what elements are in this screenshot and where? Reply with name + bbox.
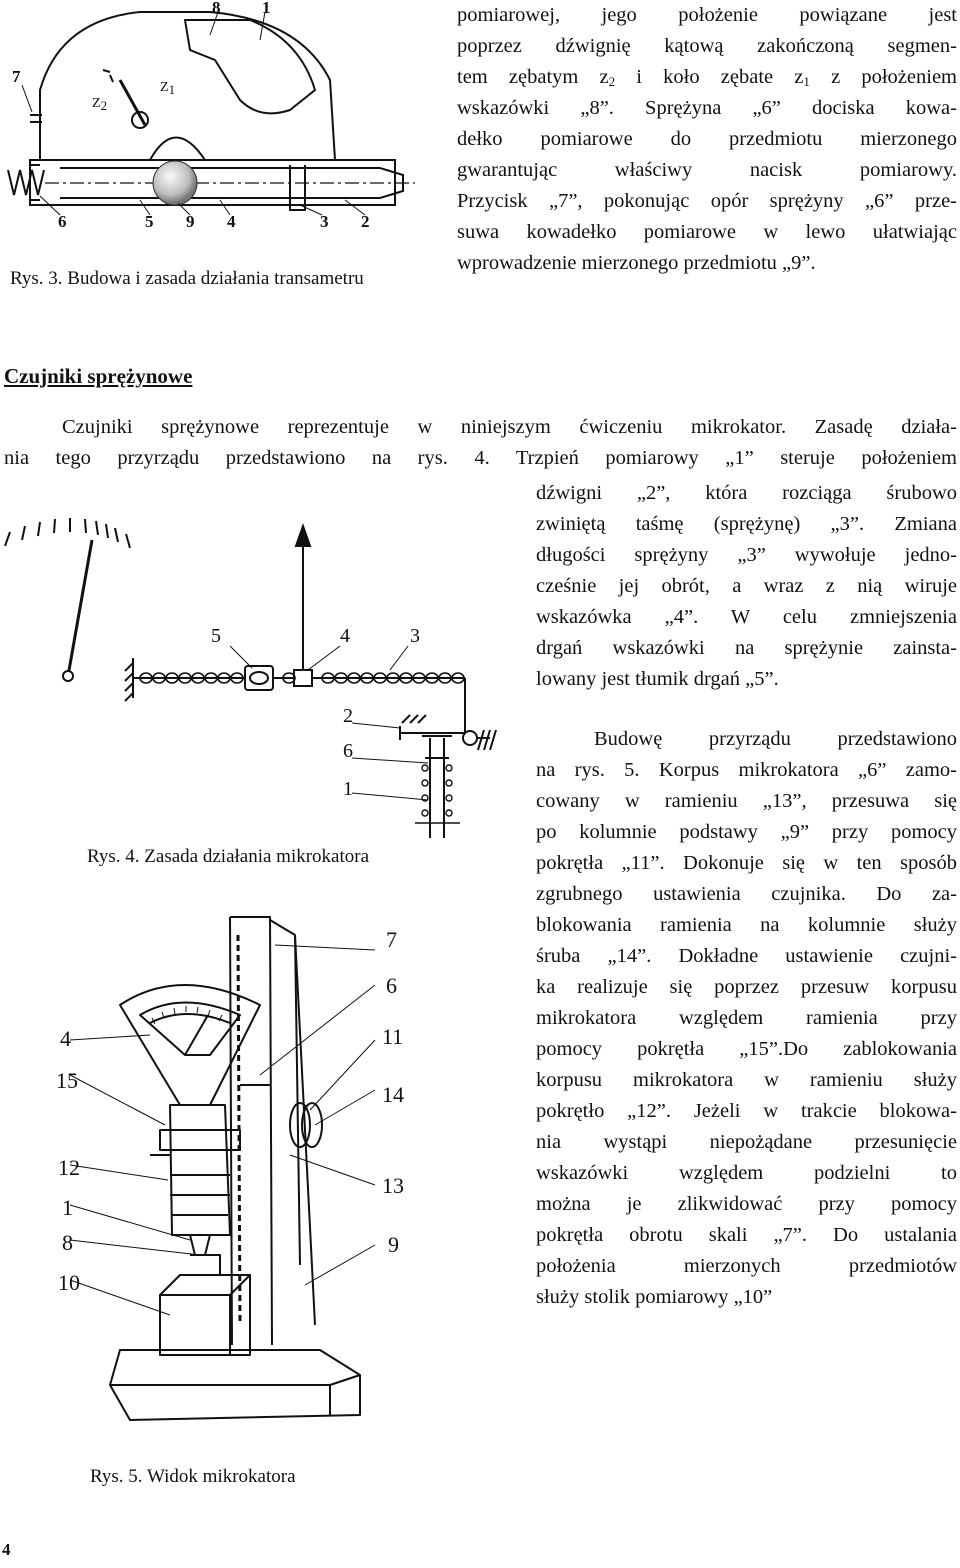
fig4-label-6: 6 [343,740,353,762]
text-line: po kolumnie podstawy „9” przy pomocy [536,821,957,843]
text-line: śruba „14”. Dokładne ustawienie czujni- [536,945,957,967]
text-line: pomocy pokrętła „15”.Do zablokowania [536,1038,957,1060]
fig3-label-9: 9 [186,212,195,231]
text-line: pokrętło „12”. Jeżeli w trakcie blokowa- [536,1100,957,1122]
text-line: pokrętła obrotu skali „7”. Do ustalania [536,1224,957,1246]
text-line: gwarantując właściwy nacisk pomiarowy. [457,159,957,181]
mikrokator-principle-drawing [0,518,520,848]
fig3-label-8: 8 [212,0,221,17]
fig5-label-4: 4 [60,1026,71,1051]
paragraph-mikrokator-principle [536,478,957,695]
fig3-label-2: 2 [361,212,370,231]
fig3-label-z2: $Z_2$ [92,96,108,113]
text-line: korpusu mikrokatora w ramieniu służy [536,1069,957,1091]
text-line: Budowę przyrządu przedstawiono [594,728,957,750]
text-line: drgań wskazówki na sprężynie zainsta- [536,637,957,659]
fig3-caption: Rys. 3. Budowa i zasada działania transametru [10,268,364,289]
fig4-label-5: 5 [211,625,221,647]
text-line: nia wystąpi niepożądane przesunięcie [536,1131,957,1153]
text-line: cowany w ramieniu „13”, przesuwa się [536,790,957,812]
text-line: pomiarowej, jego położenie powiązane jest [457,4,957,26]
text-line: pokrętła „11”. Dokonuje się w ten sposób [536,852,957,874]
text-line: poprzez dźwignię kątową zakończoną segmen- [457,35,957,57]
page-number: 4 [2,1540,11,1559]
fig3-label-5: 5 [145,212,154,231]
text-line: wprowadzenie mierzonego przedmiotu „9”. [457,252,816,274]
text-line: na rys. 5. Korpus mikrokatora „6” zamo- [536,759,957,781]
fig4-label-3: 3 [410,625,420,647]
text-line: zgrubnego ustawienia czujnika. Do za- [536,883,957,905]
text-line: wskazówki względem podzielni to [536,1162,957,1184]
fig4-label-2: 2 [343,705,353,727]
fig3-label-7: 7 [12,67,21,86]
fig5-label-15: 15 [56,1068,78,1093]
text-line: wskazówka „4”. W celu zmniejszenia [536,606,957,628]
fig3-label-3: 3 [320,212,329,231]
text-line: długości sprężyny „3” wywołuje jedno- [536,544,957,566]
fig5-label-12: 12 [58,1155,80,1180]
fig3-label-6: 6 [58,212,67,231]
text-line: Przycisk „7”, pokonując opór sprężyny „6” prze- [457,190,957,212]
fig5-label-8: 8 [62,1230,73,1255]
text-line: suwa kowadełko pomiarowe w lewo ułatwiając [457,221,957,243]
text-line: położenia mierzonych przedmiotów [536,1255,957,1277]
fig4-caption: Rys. 4. Zasada działania mikrokatora [87,846,370,867]
fig4-label-1: 1 [343,778,353,800]
text-line: blokowania ramienia na kolumnie służy [536,914,957,936]
fig5-caption: Rys. 5. Widok mikrokatora [90,1466,296,1487]
fig3-label-z1: $Z_1$ [160,80,176,97]
text-line: tem zębatym $z_2$ i koło zębate $z_1$ z położeniem [457,66,957,89]
text-line: służy stolik pomiarowy „10” [536,1286,773,1308]
fig3-label-1: 1 [262,0,271,17]
fig5-label-13: 13 [382,1173,404,1198]
fig5-label-9: 9 [388,1232,399,1257]
text-line: mikrokatora względem ramienia przy [536,1007,957,1029]
fig4-label-4: 4 [340,625,350,647]
text-line: lowany jest tłumik drgań „5”. [536,668,779,690]
fig5-label-7: 7 [386,927,397,952]
section-heading: Czujniki sprężynowe [4,364,193,388]
text-line: zwiniętą taśmę (sprężynę) „3”. Zmiana [536,513,957,535]
text-line: dełko pomiarowe do przedmiotu mierzonego [457,128,957,150]
fig5-label-11: 11 [382,1024,404,1049]
fig5-label-6: 6 [386,973,397,998]
text-line: cześnie jej obrót, a wraz z nią wiruje [536,575,957,597]
fig3-label-4: 4 [227,212,236,231]
mikrokator-view-drawing [90,905,420,1435]
text-line: wskazówki „8”. Sprężyna „6” dociska kowa- [457,97,957,119]
text-line: dźwigni „2”, która rozciąga śrubowo [536,482,957,504]
paragraph-intro [4,412,957,474]
paragraph-transametr [457,0,957,279]
text-line: można je zlikwidować przy pomocy [536,1193,957,1215]
fig5-label-1: 1 [62,1195,73,1220]
fig5-label-10: 10 [58,1270,80,1295]
fig5-label-14: 14 [382,1082,404,1107]
paragraph-mikrokator-construction [536,724,957,1313]
text-line: ka realizuje się poprzez przesuw korpusu [536,976,957,998]
text-line: Czujniki sprężynowe reprezentuje w niniejszym ćwiczeniu mikrokator. Zasadę działa- [62,416,957,438]
text-line: nia tego przyrządu przedstawiono na rys. 4. Trzpień pomiarowy „1” steruje położeniem [4,447,957,469]
